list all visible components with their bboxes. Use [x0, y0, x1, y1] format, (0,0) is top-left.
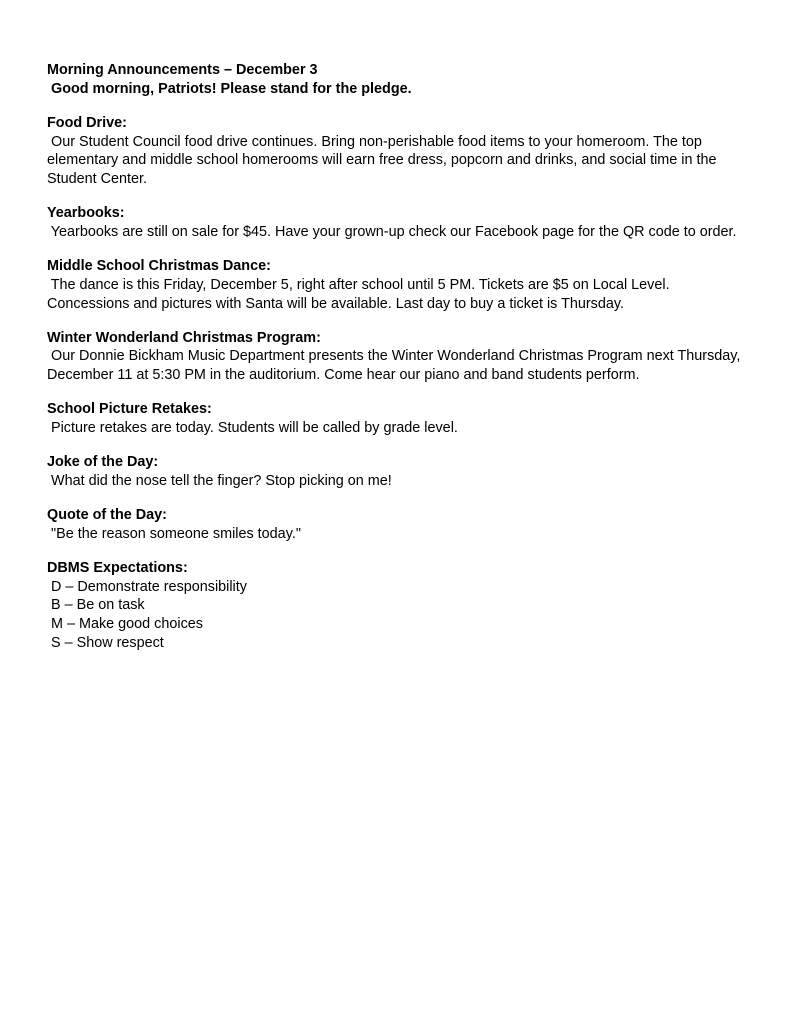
announcement-section: [47, 257, 767, 313]
section-text-line: The dance is this Friday, December 5, right after school until 5 PM. Tickets are $5 on Local Level.: [47, 276, 670, 293]
announcement-section: [47, 204, 767, 241]
section-text-line: M – Make good choices: [47, 616, 203, 633]
section-text-line: elementary and middle school homerooms will earn free dress, popcorn and drinks, and social time in the: [47, 152, 717, 169]
section-heading: DBMS Expectations:: [47, 560, 188, 577]
section-text-line: Our Student Council food drive continues. Bring non-perishable food items to your homeroom. The top: [47, 133, 702, 150]
section-heading: Food Drive:: [47, 114, 127, 131]
document-title: Morning Announcements – December 3: [47, 62, 318, 78]
section-text-line: Our Donnie Bickham Music Department presents the Winter Wonderland Christmas Program next Thursday,: [47, 348, 741, 365]
section-text-line: D – Demonstrate responsibility: [47, 578, 247, 595]
announcement-section: [47, 453, 767, 490]
section-text-line: Yearbooks are still on sale for $45. Have your grown-up check our Facebook page for the QR code to order.: [47, 223, 737, 240]
section-text-line: December 11 at 5:30 PM in the auditorium. Come hear our piano and band students perform.: [47, 367, 640, 384]
section-text-line: S – Show respect: [47, 634, 164, 651]
section-text-line: What did the nose tell the finger? Stop picking on me!: [47, 472, 392, 489]
section-heading: Yearbooks:: [47, 205, 125, 222]
greeting: Good morning, Patriots! Please stand for the pledge.: [47, 80, 412, 97]
section-text-line: Picture retakes are today. Students will be called by grade level.: [47, 420, 458, 437]
section-heading: Middle School Christmas Dance:: [47, 258, 271, 275]
announcement-section: [47, 506, 767, 543]
announcement-section: [47, 559, 767, 653]
announcement-section: [47, 329, 767, 385]
announcements-document: [47, 61, 767, 653]
section-heading: Joke of the Day:: [47, 454, 159, 471]
section-heading: Quote of the Day:: [47, 507, 167, 524]
sections: [47, 114, 767, 653]
section-heading: Winter Wonderland Christmas Program:: [47, 329, 321, 346]
section-text-line: B – Be on task: [47, 597, 145, 614]
announcement-section: [47, 114, 767, 189]
section-text-line: Student Center.: [47, 171, 148, 188]
announcement-section: [47, 400, 767, 437]
section-text-line: Concessions and pictures with Santa will be available. Last day to buy a ticket is Thursday.: [47, 295, 624, 312]
section-text-line: "Be the reason someone smiles today.": [47, 525, 301, 542]
section-heading: School Picture Retakes:: [47, 401, 212, 418]
